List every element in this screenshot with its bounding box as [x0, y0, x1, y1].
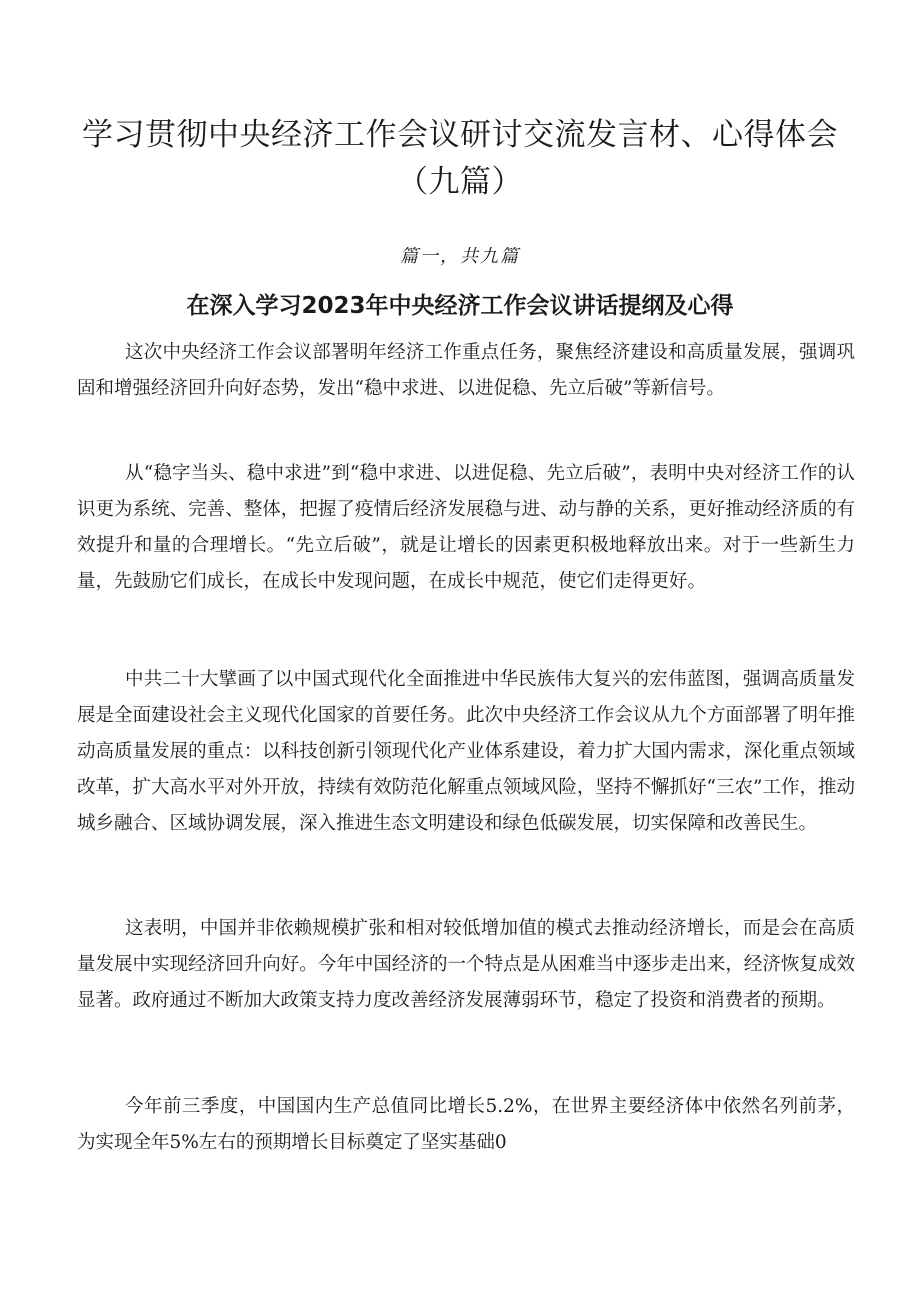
paragraph-5: 今年前三季度，中国国内生产总值同比增长5.2%，在世界主要经济体中依然名列前茅，为实现全年5%左右的预期增长目标奠定了坚实基础0 [77, 1096, 855, 1153]
paragraph-4: 这表明，中国并非依赖规模扩张和相对较低增加值的模式去推动经济增长，而是会在高质量发展中实现经济回升向好。今年中国经济的一个特点是从困难当中逐步走出来，经济恢复成效显著。政府通过不断加大政策支持力度改善经济发展薄弱环节，稳定了投资和消费者的预期。 [77, 918, 855, 1011]
paragraph-2: 从“稳字当头、稳中求进”到“稳中求进、以进促稳、先立后破”，表明中央对经济工作的认识更为系统、完善、整体，把握了疫情后经济发展稳与进、动与静的关系，更好推动经济质的有效提升和量的合理增长。“先立后破”，就是让增长的因素更积极地释放出来。对于一些新生力量，先鼓励它们成长，在成长中发现问题，在成长中规范，使它们走得更好。 [77, 463, 855, 592]
article-subtitle: 在深入学习2023年中央经济工作会议讲话提纲及心得 [186, 293, 734, 319]
paragraph-1: 这次中央经济工作会议部署明年经济工作重点任务，聚焦经济建设和高质量发展，强调巩固和增强经济回升向好态势，发出“稳中求进、以进促稳、先立后破”等新信号。 [77, 342, 855, 399]
document-title: 学习贯彻中央经济工作会议研讨交流发言材、心得体会（九篇） [82, 117, 838, 200]
chapter-label: 篇一，共九篇 [400, 246, 520, 267]
paragraph-3: 中共二十大擘画了以中国式现代化全面推进中华民族伟大复兴的宏伟蓝图，强调高质量发展是全面建设社会主义现代化国家的首要任务。此次中央经济工作会议从九个方面部署了明年推动高质量发展的重点：以科技创新引领现代化产业体系建设，着力扩大国内需求，深化重点领域改革，扩大高水平对外开放，持续有效防范化解重点领域风险，坚持不懈抓好“三农”工作，推动城乡融合、区域协调发展，深入推进生态文明建设和绿色低碳发展，切实保障和改善民生。 [77, 669, 855, 834]
